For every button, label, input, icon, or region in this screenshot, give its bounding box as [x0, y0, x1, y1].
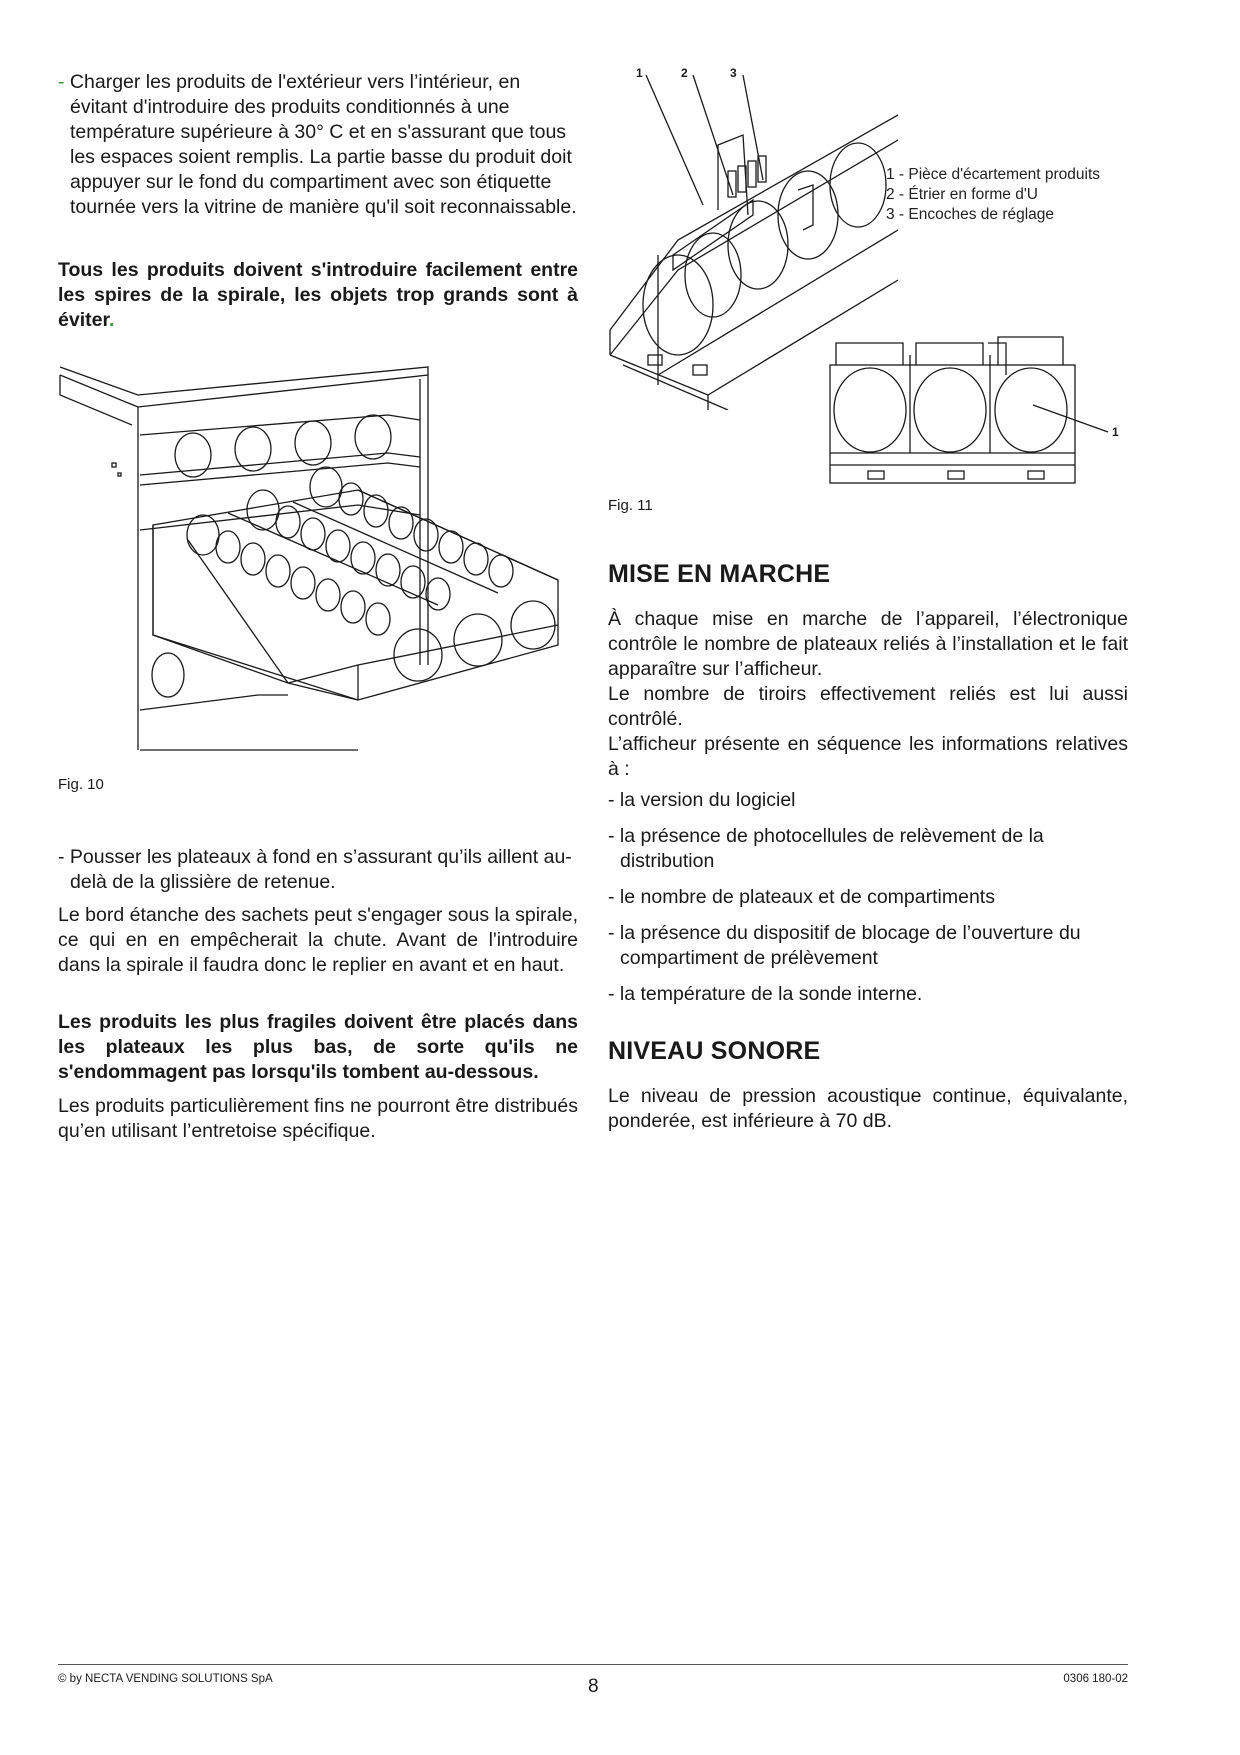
fig11-side-callout: 1 [1112, 425, 1119, 439]
para-sachets: Le bord étanche des sachets peut s'engager sous la spirale, ce qui en en empêcherait la chute. Avant de l'introduire dans la spirale il faudra donc le replier en avant et en haut. [58, 904, 578, 976]
callout-3: 3 [730, 66, 737, 80]
para-thin-products: Les produits particulièrement fins ne pourront être distribués qu’en utilisant l’entretoise spécifique. [58, 1095, 578, 1142]
para-startup-3: L’afficheur présente en séquence les informations relatives à : [608, 733, 1128, 780]
legend-item-2: 2 - Étrier en forme d'U [886, 186, 1038, 203]
fig11-front-view-illustration [828, 335, 1128, 495]
list-item: - la température de la sonde interne. [608, 983, 923, 1005]
fig10-caption: Fig. 10 [58, 776, 104, 793]
warning-spiral-end: . [108, 309, 115, 331]
list-item: - la présence de photocellules de relèvement de la distribution [608, 825, 1044, 872]
display-info-list [608, 788, 1128, 1007]
bullet-dash: - [58, 71, 65, 93]
footer-rule [58, 1664, 1128, 1665]
callout-1: 1 [636, 66, 643, 80]
footer-doc-code: 0306 180-02 [1063, 1673, 1128, 1685]
page-number: 8 [588, 1676, 599, 1697]
bullet-push-trays [58, 845, 578, 895]
legend-item-1: 1 - Pièce d'écartement produits [886, 166, 1101, 183]
callout-2: 2 [681, 66, 688, 80]
fig10-tray-illustration [58, 365, 578, 765]
list-item: - le nombre de plateaux et de compartiments [608, 886, 995, 908]
fig11-caption: Fig. 11 [608, 497, 653, 514]
para-startup-1: À chaque mise en marche de l’appareil, l’électronique contrôle le nombre de plateaux reliés à l’installation et le fait apparaître sur l’afficheur. [608, 608, 1128, 680]
para-startup-2: Le nombre de tiroirs effectivement reliés est lui aussi contrôlé. [608, 683, 1128, 730]
bullet-load-text: Charger les produits de l'extérieur vers l’intérieur, en évitant d'introduire des produits conditionnés à une température supérieure à 30° C et en s'assurant que tous les espaces soient remplis. La partie basse du produit doit appuyer sur le fond du compartiment avec son étiquette tournée vers la vitrine de manière qu'il soit reconnaissable. [69, 71, 577, 218]
heading-niveau-sonore: NIVEAU SONORE [608, 1037, 821, 1065]
heading-mise-en-marche: MISE EN MARCHE [608, 560, 831, 588]
warning-fragile: Les produits les plus fragiles doivent être placés dans les plateaux les plus bas, de sorte qu'ils ne s'endommagent pas lorsqu'ils tombent au-dessous. [58, 1011, 578, 1083]
warning-spiral-text: Tous les produits doivent s'introduire facilement entre les spires de la spirale, les objets trop grands sont à éviter [58, 259, 578, 331]
para-sound-level: Le niveau de pression acoustique continue, équivalante, ponderée, est inférieure à 70 dB. [608, 1085, 1128, 1132]
list-item: - la version du logiciel [608, 789, 796, 811]
fig11-legend [886, 165, 1176, 225]
bullet-load-products [58, 70, 578, 220]
footer-copyright: © by NECTA VENDING SOLUTIONS SpA [58, 1673, 273, 1685]
list-item: - la présence du dispositif de blocage de l’ouverture du compartiment de prélèvement [608, 922, 1081, 969]
para-startup [608, 607, 1128, 782]
bullet-push-text: - Pousser les plateaux à fond en s’assurant qu’ils aillent au-delà de la glissière de retenue. [58, 846, 572, 893]
warning-spiral [58, 258, 578, 333]
legend-item-3: 3 - Encoches de réglage [886, 206, 1055, 223]
